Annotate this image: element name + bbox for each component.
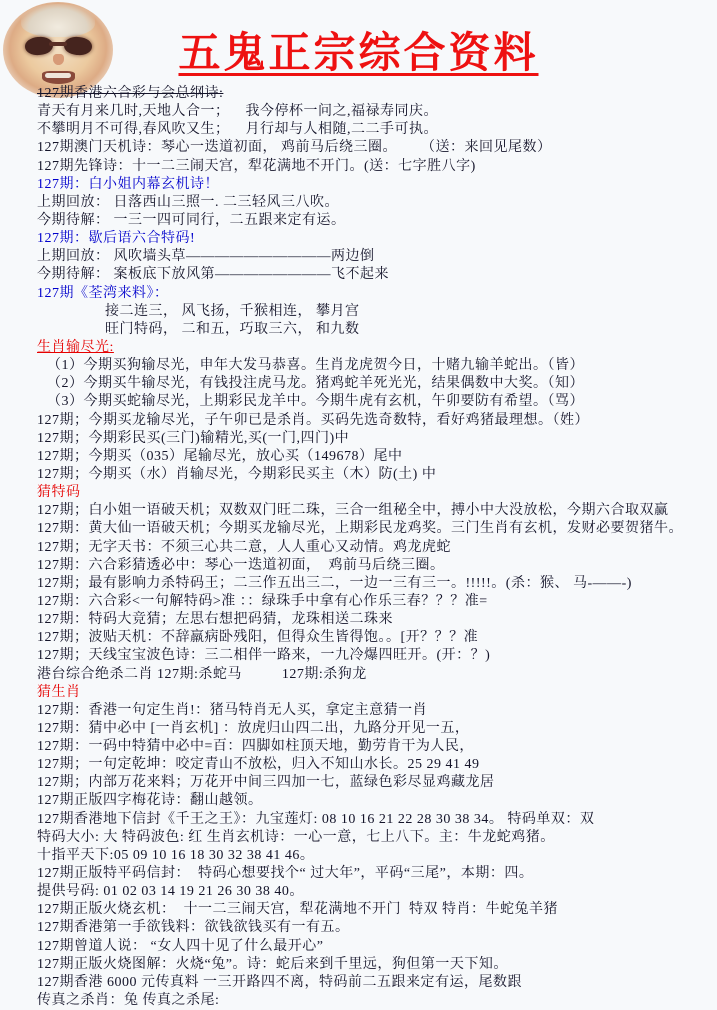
text-line: 今期待解： 一三一四可同行，二五跟来定有运。 [37, 212, 346, 228]
text-line: 传真之杀肖：兔 传真之杀尾: [37, 993, 220, 1009]
text-line: 127期；白小姐一语破天机；双数双门旺二珠，三合一组秘全中，搏小中大没放松，今期六合取双赢 [37, 503, 669, 519]
text-line: 127期香港 6000 元传真料 一三开路四不离，特码前二五跟来定有运，尾数跟 [37, 974, 522, 990]
text-line: 不攀明月不可得,春风吹又生； 月行却与人相随,二二手可执。 [37, 122, 438, 138]
text-line: 127期；今期买（水）肖输尽光，今期彩民买主（木）防(土) 中 [37, 466, 437, 482]
text-line: 127期《荃湾来料》： [37, 285, 169, 301]
text-line: 127期正版火烧玄机： 十一二三闹天宫，犁花满地不开门 特双 特肖：牛蛇兔羊猪 [37, 902, 558, 918]
text-line: 猜生肖 [37, 684, 81, 700]
text-line: 127期香港地下信封《千王之王》：九宝莲灯: 08 10 16 21 22 28 30 38 34。 特码单双：双 [37, 811, 595, 827]
text-line: 127期；今期买（035）尾输尽光，放心买（149678）尾中 [37, 448, 403, 464]
text-line: 127期澳门天机诗：琴心一迭道初面， 鸡前马后绕三圈。 （送：来回见尾数） [37, 140, 552, 156]
text-line: 接二连三， 风飞扬，千猴相连， 攀月宫 [105, 303, 360, 319]
text-line: 127期；天线宝宝波色诗：三二相伴一路来，一九冷爆四旺开。(开：？) [37, 648, 491, 664]
text-line: 127期：歇后语六合特码! [37, 231, 196, 247]
text-line: 127期：特码大竞猜；左思右想把码猜，龙珠相送二珠来 [37, 612, 393, 628]
text-line: 特码大小: 大 特码波色: 红 生肖玄机诗：一心一意，七上八下。主：牛龙蛇鸡猪。 [37, 829, 555, 845]
text-line: 127期：猜中必中 [一肖玄机] ：放虎归山四二出，九路分开见一五， [37, 720, 470, 736]
text-line: 127期香港六合彩与会总纲诗: [37, 86, 224, 101]
text-line: 127期：六合彩猜透必中：琴心一迭道初面， 鸡前马后绕三圈。 [37, 557, 445, 573]
text-line: 生肖输尽光: [37, 339, 114, 355]
text-line: 今期待解： 案板底下放风第————————飞不起来 [37, 267, 389, 283]
text-line: 127期；无字天书：不须三心共二意，人人重心又动情。鸡龙虎蛇 [37, 539, 451, 555]
text-line: 127期；今期买龙输尽光，子午卯已是杀肖。买码先选奇数特，看好鸡猪最理想。（姓） [37, 412, 589, 428]
text-line: 127期：一码中特猜中必中=百：四脚如柱顶天地，勤劳肯干为人民， [37, 739, 474, 755]
text-line: 127期：白小姐内幕玄机诗！ [37, 176, 219, 192]
text-line: 127期正版特平码信封： 特码心想要找个“ 过大年”，平码“三尾”，本期：四。 [37, 866, 534, 882]
text-line: 127期；今期彩民买(三门)输精光,买(一门,四门)中 [37, 430, 350, 446]
text-line: 127期正版四字梅花诗：翻山越领。 [37, 793, 263, 809]
text-line: 127期；波贴天机：不辞羸病卧残阳，但得众生皆得饱。。[开？？？准 [37, 630, 479, 646]
page-title: 五鬼正宗综合资料 [178, 31, 539, 77]
text-line: （1）今期买狗输尽光，申年大发马恭喜。生肖龙虎贺今日，十赌九输羊蛇出。（皆） [47, 358, 584, 374]
text-line: 提供号码: 01 02 03 14 19 21 26 30 38 40。 [37, 884, 304, 900]
text-line: 127期；一句定乾坤：咬定青山不放松，归入不知山水长。25 29 41 49 [37, 757, 480, 773]
text-line: （3）今期买蛇输尽光，上期彩民龙羊中。今期牛虎有玄机，午卯要防有希望。（骂） [47, 394, 584, 410]
text-line: 上期回放： 风吹墙头草——————————两边倒 [37, 249, 375, 265]
text-line: 十指平天下:05 09 10 16 18 30 32 38 41 46。 [37, 847, 315, 863]
text-line: 127期；最有影响力杀特码王；二三作五出三二，一边一三有三一。!!!!!。(杀：猴、 马-——-) [37, 575, 632, 591]
text-line: （2）今期买牛输尽光，有钱投注虎马龙。猪鸡蛇羊死光光，结果偶数中大奖。（知） [47, 376, 584, 392]
text-line: 127期：香港一句定生肖!：猪马特肖无人买，拿定主意猜一肖 [37, 702, 428, 718]
text-line: 127期香港第一手欲钱料：欲钱欲钱买有一有五。 [37, 920, 350, 936]
text-line: 127期正版火烧图解：火烧“兔”。诗：蛇后来到千里远，狗但第一天下知。 [37, 956, 508, 972]
text-line: 青天有月来几时,天地人合一； 我今停杯一问之,福禄寿同庆。 [37, 104, 438, 120]
text-line: 上期回放： 日落西山三照一. 二三轻风三八吹。 [37, 194, 339, 210]
text-line: 127期曾道人说： “女人四十见了什么最开心” [37, 938, 324, 954]
text-line: 127期：六合彩<一句解特码>准 ：：绿珠手中拿有心作乐三春？？？准= [37, 593, 488, 609]
text-line: 港台综合绝杀二肖 127期:杀蛇马 127期:杀狗龙 [37, 666, 367, 682]
text-line: 127期；内部万花来料；万花开中间三四加一七，蓝绿色彩尽显鸡藏龙居 [37, 775, 495, 791]
text-line: 127期：黄大仙一语破天机；今期买龙输尽光，上期彩民龙鸡奖。三门生肖有玄机，发财必要贺猪牛。 [37, 521, 683, 537]
text-line: 猜特码 [37, 485, 81, 501]
text-line: 127期先锋诗：十一二三闹天宫，犁花满地不开门。(送：七字胜八字) [37, 158, 476, 174]
text-line: 旺门特码， 二和五，巧取三六， 和九数 [105, 321, 360, 337]
content-text-block [37, 85, 713, 1010]
